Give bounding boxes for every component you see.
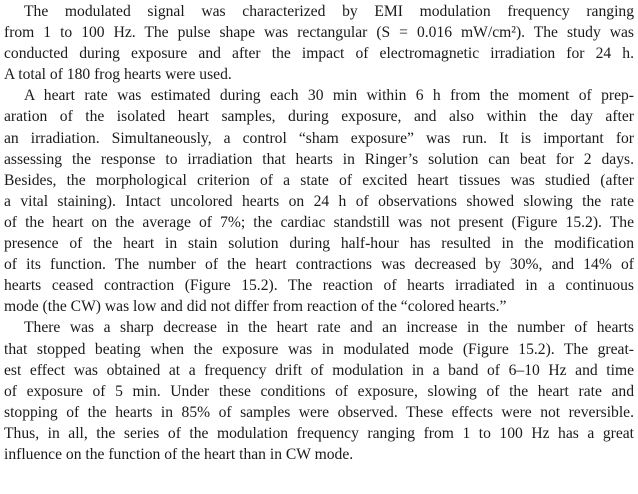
text-line: A heart rate was estimated during each 30 min within 6 h from the moment of prep- — [24, 87, 634, 105]
text-line: A total of 180 frog hearts were used. — [4, 66, 232, 84]
text-line: conducted during exposure and after the impact of electromagnetic irradiation for 24 h. — [4, 45, 634, 63]
text-line: assessing the response to irradiation that hearts in Ringer’s solution can beat for 2 days. — [4, 150, 634, 168]
text-line: a vital staining). Intact uncolored hearts on 24 h of observations showed slowing the rate — [4, 192, 634, 210]
text-line: hearts ceased contraction (Figure 15.2). The reaction of hearts irradiated in a continuous — [4, 277, 634, 295]
paragraph — [4, 85, 634, 317]
text-line: presence of the heart in stain solution during half-hour has resulted in the modification — [4, 235, 634, 253]
text-line: influence on the function of the heart than in CW mode. — [4, 445, 354, 463]
document-page — [4, 1, 634, 465]
text-line: The modulated signal was characterized by EMI modulation frequency ranging — [24, 3, 634, 20]
text-line: There was a sharp decrease in the heart rate and an increase in the number of hearts — [24, 319, 634, 337]
text-line: of its function. The number of the heart contractions was decreased by 30%, and 14% of — [4, 256, 634, 274]
text-line: stopping of the hearts in 85% of samples were observed. These effects were not reversible. — [4, 403, 634, 421]
text-line: of exposure of 5 min. Under these conditions of exposure, slowing of the heart rate and — [4, 382, 634, 400]
text-line: mode (the CW) was low and did not differ from reaction of the “colored hearts.” — [4, 298, 507, 316]
text-line: aration of the isolated heart samples, during exposure, and also within the day after — [4, 108, 634, 126]
text-line: Thus, in all, the series of the modulation frequency ranging from 1 to 100 Hz has a great — [4, 424, 634, 442]
text-line: of the heart on the average of 7%; the cardiac standstill was not present (Figure 15.2). The — [4, 213, 634, 231]
text-line: from 1 to 100 Hz. The pulse shape was rectangular (S = 0.016 mW/cm²). The study was — [4, 24, 634, 42]
text-line: Besides, the morphological criterion of a state of excited heart tissues was studied (after — [4, 171, 634, 189]
text-line: est effect was obtained at a frequency drift of modulation in a band of 6–10 Hz and time — [4, 361, 634, 379]
text-line: an irradiation. Simultaneously, a control “sham exposure” was run. It is important for — [4, 129, 634, 147]
paragraph — [4, 317, 634, 465]
text-line: that stopped beating when the exposure was in modulated mode (Figure 15.2). The great- — [4, 340, 634, 358]
paragraph — [4, 1, 634, 85]
